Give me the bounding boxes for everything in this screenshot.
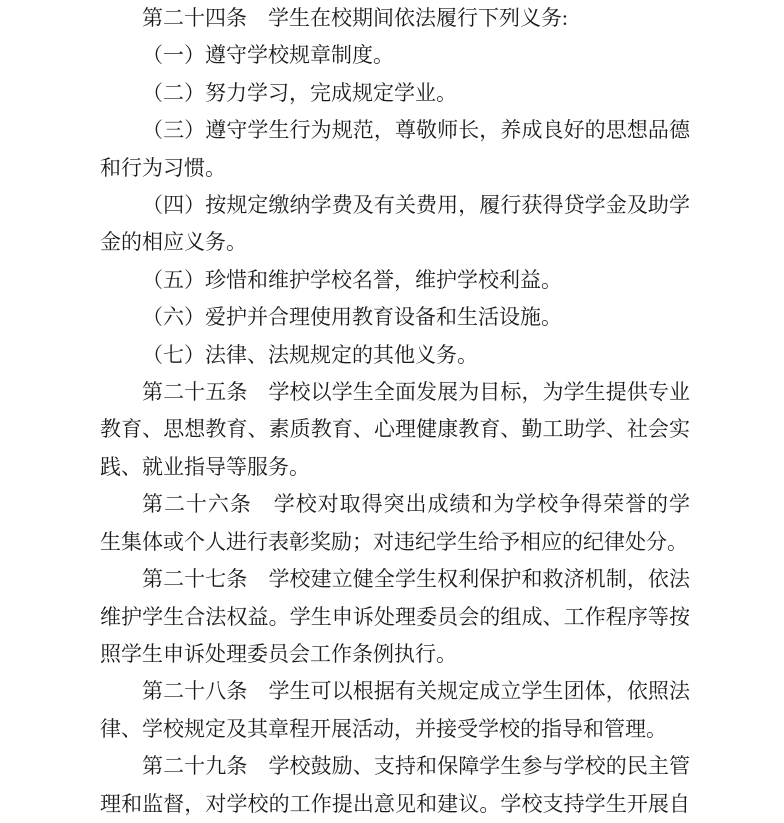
text-line: 第二十八条 学生可以根据有关规定成立学生团体，依照法 (142, 679, 690, 704)
text-line: 理和监督，对学校的工作提出意见和建议。学校支持学生开展自 (100, 791, 690, 816)
text-line: 生集体或个人进行表彰奖励；对违纪学生给予相应的纪律处分。 (100, 529, 688, 554)
text-line: 第二十五条 学校以学生全面发展为目标，为学生提供专业 (142, 380, 690, 405)
text-line: 第二十七条 学校建立健全学生权利保护和救济机制，依法 (142, 567, 690, 592)
text-line: （五）珍惜和维护学校名誉，维护学校利益。 (142, 267, 562, 292)
text-line: （二）努力学习，完成规定学业。 (142, 80, 457, 105)
text-line: 第二十六条 学校对取得突出成绩和为学校争得荣誉的学 (142, 492, 690, 517)
text-line: （三）遵守学生行为规范，尊敬师长，养成良好的思想品德 (142, 118, 690, 143)
text-line: （一）遵守学校规章制度。 (142, 43, 394, 68)
text-line: 金的相应义务。 (100, 230, 247, 255)
text-line: （六）爱护并合理使用教育设备和生活设施。 (142, 305, 562, 330)
text-line: 第二十四条 学生在校期间依法履行下列义务: (142, 6, 568, 30)
text-line: （四）按规定缴纳学费及有关费用，履行获得贷学金及助学 (142, 193, 690, 218)
text-line: 维护学生合法权益。学生申诉处理委员会的组成、工作程序等按 (100, 604, 690, 629)
text-line: （七）法律、法规规定的其他义务。 (142, 342, 478, 367)
text-line: 教育、思想教育、素质教育、心理健康教育、勤工助学、社会实 (100, 417, 690, 442)
text-line: 和行为习惯。 (100, 155, 226, 180)
text-line: 践、就业指导等服务。 (100, 454, 310, 479)
text-line: 第二十九条 学校鼓励、支持和保障学生参与学校的民主管 (142, 754, 690, 779)
text-line: 律、学校规定及其章程开展活动，并接受学校的指导和管理。 (100, 716, 667, 741)
text-line: 照学生申诉处理委员会工作条例执行。 (100, 641, 457, 666)
document-text-block (100, 0, 690, 823)
